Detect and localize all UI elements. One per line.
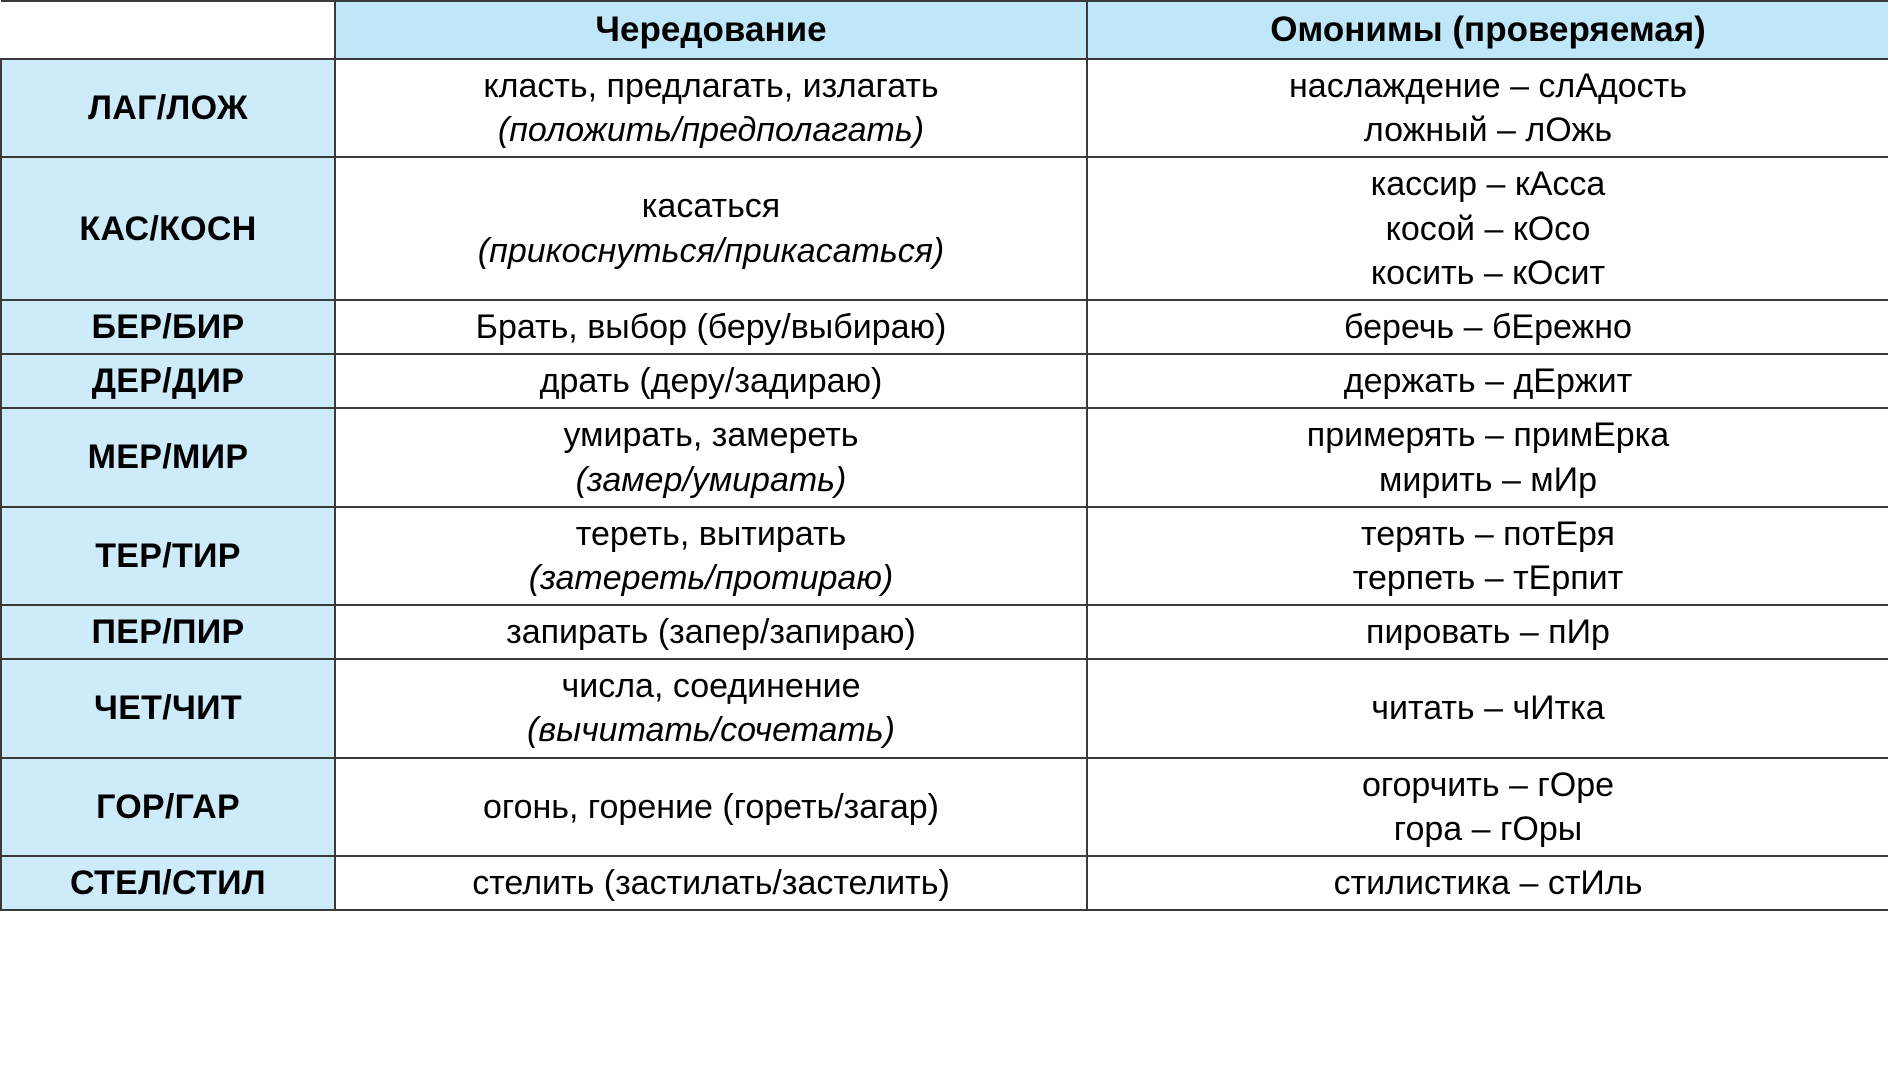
table-row	[1, 605, 1888, 659]
alternation-line: Брать, выбор (беру/выбираю)	[475, 307, 947, 346]
header-root-column	[1, 1, 335, 59]
table-row	[1, 157, 1888, 300]
alternation-line: умирать, замереть	[563, 416, 859, 455]
header-alternation: Чередование	[335, 1, 1087, 59]
homonym-line: держать – дЕржит	[1343, 362, 1633, 401]
homonym-line: огорчить – гОре	[1361, 765, 1615, 804]
homonym-line: примерять – примЕрка	[1306, 416, 1670, 455]
alternation-cell	[335, 758, 1087, 856]
homonym-line: беречь – бЕрежно	[1344, 307, 1632, 346]
alternation-cell	[335, 300, 1087, 354]
root-pair-cell: МЕР/МИР	[1, 408, 335, 506]
homonym-line: пировать – пИр	[1366, 613, 1610, 652]
table-row	[1, 507, 1888, 605]
homonym-line: стилистика – стИль	[1333, 864, 1643, 902]
alternation-cell	[335, 507, 1087, 605]
root-pair-cell: СТЕЛ/СТИЛ	[1, 856, 335, 910]
homonym-cell	[1087, 507, 1888, 605]
homonym-line: кассир – кАсса	[1370, 165, 1606, 204]
homonym-line: терпеть – тЕрпит	[1352, 558, 1624, 597]
homonym-cell	[1087, 758, 1888, 856]
table-row	[1, 408, 1888, 506]
root-pair-cell: ТЕР/ТИР	[1, 507, 335, 605]
homonym-cell	[1087, 157, 1888, 300]
root-pair-cell: КАС/КОСН	[1, 157, 335, 300]
table-header-row	[1, 1, 1888, 59]
alternation-line: (затереть/протираю)	[528, 558, 894, 597]
homonym-line: косой – кОсо	[1385, 209, 1591, 248]
table-row	[1, 659, 1888, 757]
alternation-cell	[335, 157, 1087, 300]
alternation-line: стелить (застилать/застелить)	[472, 864, 950, 902]
homonym-cell	[1087, 605, 1888, 659]
alternation-cell	[335, 659, 1087, 757]
alternation-cell	[335, 59, 1087, 157]
table-row	[1, 59, 1888, 157]
root-pair-cell: ПЕР/ПИР	[1, 605, 335, 659]
homonym-line: косить – кОсит	[1370, 253, 1606, 292]
homonym-line: терять – потЕря	[1361, 514, 1615, 553]
alternation-line: числа, соединение	[561, 667, 861, 706]
alternation-line: касаться	[641, 187, 781, 226]
table-row	[1, 856, 1888, 910]
table-row	[1, 300, 1888, 354]
alternation-cell	[335, 605, 1087, 659]
alternation-cell	[335, 856, 1087, 910]
alternation-line: (положить/предполагать)	[497, 111, 925, 150]
alternation-cell	[335, 408, 1087, 506]
homonym-cell	[1087, 408, 1888, 506]
alternation-line: (прикоснуться/прикасаться)	[477, 231, 945, 270]
alternation-line: (вычитать/сочетать)	[527, 711, 895, 750]
table-row	[1, 354, 1888, 408]
alternation-line: запирать (запер/запираю)	[506, 613, 916, 652]
alternation-line: огонь, горение (гореть/загар)	[483, 787, 939, 826]
alternation-line: класть, предлагать, излагать	[483, 67, 939, 105]
alternation-line: драть (деру/задираю)	[539, 362, 883, 401]
alternation-line: тереть, вытирать	[575, 514, 847, 553]
alternation-line: (замер/умирать)	[575, 460, 847, 499]
homonym-cell	[1087, 856, 1888, 910]
homonym-cell	[1087, 354, 1888, 408]
homonym-line: наслаждение – слАдость	[1289, 67, 1687, 105]
root-pair-cell: БЕР/БИР	[1, 300, 335, 354]
root-pair-cell: ЧЕТ/ЧИТ	[1, 659, 335, 757]
table-row	[1, 758, 1888, 856]
table-body	[1, 59, 1888, 910]
homonym-line: гора – гОры	[1393, 809, 1583, 848]
homonym-line: ложный – лОжь	[1363, 111, 1613, 150]
root-pair-cell: ГОР/ГАР	[1, 758, 335, 856]
root-pair-cell: ЛАГ/ЛОЖ	[1, 59, 335, 157]
header-homonyms: Омонимы (проверяемая)	[1087, 1, 1888, 59]
homonym-line: мирить – мИр	[1378, 460, 1598, 499]
homonym-cell	[1087, 659, 1888, 757]
homonym-cell	[1087, 300, 1888, 354]
homonym-cell	[1087, 59, 1888, 157]
root-pair-cell: ДЕР/ДИР	[1, 354, 335, 408]
homonym-line: читать – чИтка	[1371, 689, 1605, 728]
alternation-cell	[335, 354, 1087, 408]
